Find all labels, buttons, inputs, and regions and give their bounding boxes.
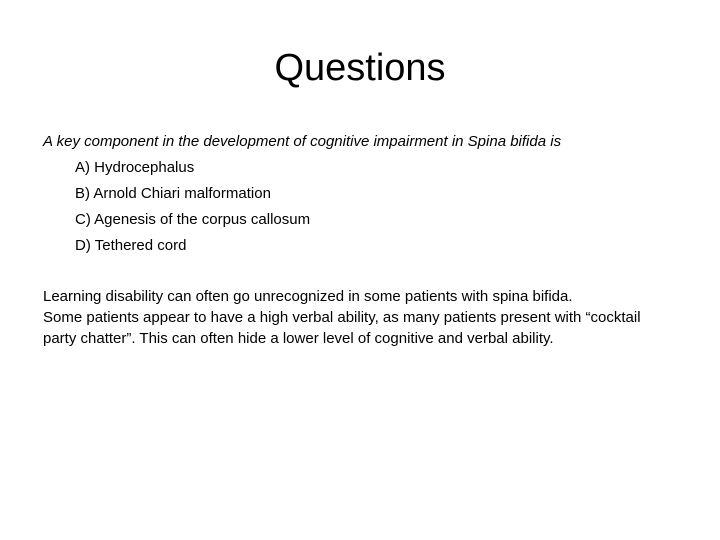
answer-options xyxy=(75,155,675,259)
answer-option-c: C) Agenesis of the corpus callosum xyxy=(75,211,311,228)
answer-option-b: B) Arnold Chiari malformation xyxy=(75,185,271,202)
question-text: A key component in the development of cognitive impairment in Spina bifida is xyxy=(43,133,562,150)
explanation-line-1: Learning disability can often go unrecognized in some patients with spina bifida. xyxy=(43,288,573,305)
slide-title: Questions xyxy=(274,47,446,89)
answer-option-a: A) Hydrocephalus xyxy=(75,159,195,176)
answer-option-d: D) Tethered cord xyxy=(75,237,187,254)
explanation-line-2: Some patients appear to have a high verbal ability, as many patients present with “cocktail party chatter”. This can often hide a lower level of cognitive and verbal ability. xyxy=(43,309,641,347)
explanation xyxy=(43,286,673,349)
